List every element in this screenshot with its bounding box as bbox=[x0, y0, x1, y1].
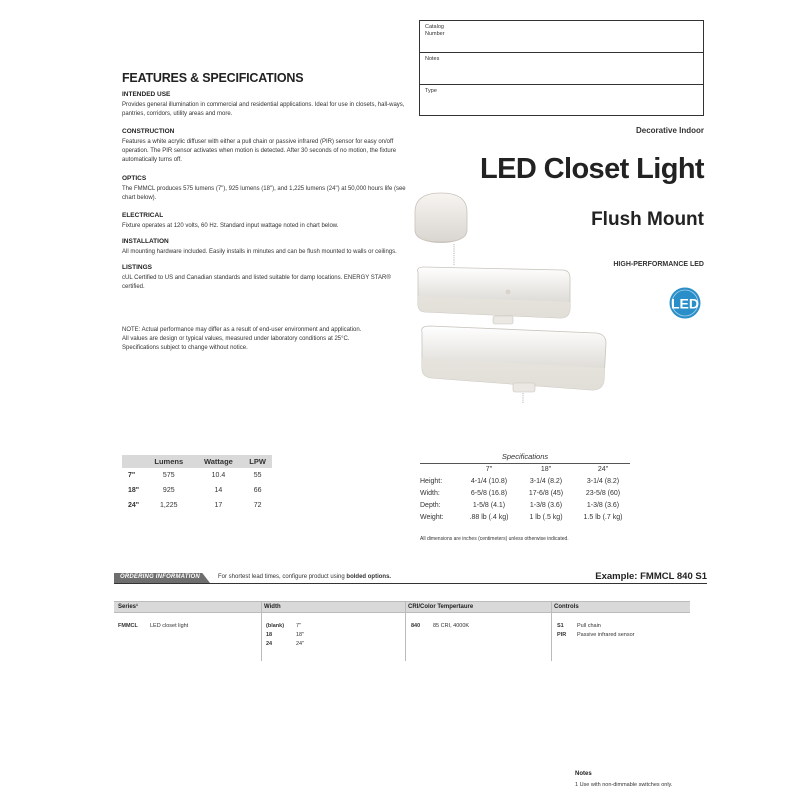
spec-cell: 17-6/8 (45) bbox=[528, 489, 564, 497]
lumens-col-wattage: Wattage bbox=[194, 455, 244, 468]
spec-cell bbox=[418, 463, 460, 475]
spec-cell: Depth: bbox=[420, 501, 441, 509]
table-row bbox=[418, 499, 632, 511]
section-body-intended-use: Provides general illumination in commercial and residential applications. Ideal for use in closets, hall-ways, pantries, corridors, utility areas and more. bbox=[122, 102, 405, 117]
option-code: 18 bbox=[266, 632, 273, 638]
lumens-cell: 10.4 bbox=[211, 472, 226, 479]
option-code: FMMCL bbox=[118, 623, 138, 629]
ordering-info-label: ORDERING INFORMATION bbox=[120, 574, 200, 580]
section-heading-installation: INSTALLATION bbox=[122, 238, 169, 245]
spec-cell: 1 lb (.5 kg) bbox=[529, 513, 563, 521]
section-heading-listings: LISTINGS bbox=[122, 264, 152, 271]
ordering-divider bbox=[405, 601, 406, 661]
section-body-listings: cUL Certified to US and Canadian standards and listed suitable for damp locations. ENERGY STAR® certified. bbox=[122, 275, 391, 290]
spec-cell: .88 lb (.4 kg) bbox=[469, 513, 509, 521]
spec-cell: 23-5/8 (60) bbox=[585, 489, 621, 497]
lumens-cell: 24" bbox=[128, 502, 140, 509]
product-title: LED Closet Light bbox=[479, 153, 704, 185]
option-desc: LED closet light bbox=[150, 623, 189, 629]
catalog-number-field[interactable] bbox=[420, 21, 703, 53]
section-heading-optics: OPTICS bbox=[122, 175, 147, 182]
ordering-header-row bbox=[114, 601, 690, 613]
lumens-cell: 575 bbox=[162, 472, 175, 479]
section-body-construction: Features a white acrylic diffuser with either a pull chain or passive infrared (PIR) sensor for easy on/off operation. The PIR sensor activates when motion is detected. After 30 seconds of no motion, the fixture automatically turns off. bbox=[122, 139, 397, 163]
section-body-optics: The FMMCL produces 575 lumens (7"), 925 lumens (18"), and 1,225 lumens (24") at 50,000 hours life (see chart below). bbox=[122, 186, 406, 201]
lumens-col-lumens: Lumens bbox=[144, 455, 194, 468]
option-code: S1 bbox=[557, 623, 564, 629]
option-desc: 24" bbox=[296, 641, 305, 647]
section-heading-intended-use: INTENDED USE bbox=[122, 91, 171, 98]
product-illustration bbox=[410, 190, 610, 405]
option-desc: Pull chain bbox=[577, 623, 601, 629]
ordering-divider bbox=[551, 601, 552, 661]
spec-cell: 24" bbox=[597, 465, 609, 473]
spec-header-row bbox=[418, 463, 632, 475]
spec-cell: 1-5/8 (4.1) bbox=[472, 501, 506, 509]
ordering-rule bbox=[114, 583, 707, 584]
product-subtitle: Flush Mount bbox=[591, 209, 704, 230]
lumens-cell: 66 bbox=[253, 487, 262, 494]
ordering-example: Example: FMMCL 840 S1 bbox=[595, 571, 707, 582]
spec-cell: 4-1/4 (10.8) bbox=[470, 477, 508, 485]
section-body-electrical: Fixture operates at 120 volts, 60 Hz. Standard input wattage noted in chart below. bbox=[122, 223, 339, 229]
option-desc: 85 CRI, 4000K bbox=[433, 623, 470, 629]
option-code: PIR bbox=[557, 632, 567, 638]
option-desc: 7" bbox=[296, 623, 302, 629]
spec-cell: 1.5 lb (.7 kg) bbox=[583, 513, 623, 521]
type-field[interactable] bbox=[420, 85, 703, 116]
type-label: Type bbox=[425, 88, 437, 94]
performance-note: NOTE: Actual performance may differ as a result of end-user environment and application. All values are design or typical values, measured under laboratory conditions at 25°C. Specifications subject to change without notice. bbox=[122, 327, 362, 351]
table-row bbox=[418, 475, 632, 487]
lumens-cell: 55 bbox=[253, 472, 262, 479]
category-label: Decorative Indoor bbox=[635, 126, 704, 135]
ordering-hint bbox=[218, 574, 391, 580]
lumens-cell: 14 bbox=[214, 487, 223, 494]
lumens-col-size bbox=[122, 455, 144, 468]
ordering-option-controls bbox=[557, 622, 634, 640]
catalog-box bbox=[419, 20, 704, 116]
section-heading-electrical: ELECTRICAL bbox=[122, 212, 164, 219]
ordering-option-cri bbox=[411, 622, 469, 631]
notes-label: Notes bbox=[425, 56, 440, 62]
performance-label: HIGH-PERFORMANCE LED bbox=[613, 261, 704, 268]
section-body-installation: All mounting hardware included. Easily installs in minutes and can be flush mounted to walls or ceilings. bbox=[122, 249, 397, 255]
spec-cell: 1-3/8 (3.6) bbox=[529, 501, 563, 509]
footnote-item: 1 Use with non-dimmable switches only. bbox=[575, 782, 673, 788]
lumens-table-header bbox=[122, 455, 272, 468]
spec-cell: Height: bbox=[420, 477, 443, 485]
section-heading-construction: CONSTRUCTION bbox=[122, 128, 175, 135]
fixture-7-inch bbox=[415, 193, 467, 265]
table-row bbox=[122, 468, 272, 483]
features-title: FEATURES & SPECIFICATIONS bbox=[122, 71, 304, 85]
ordering-hint-bold: bolded options. bbox=[346, 574, 392, 580]
option-desc: Passive infrared sensor bbox=[577, 632, 635, 638]
dimensions-note: All dimensions are inches (centimeters) unless otherwise indicated. bbox=[420, 536, 569, 542]
notes-field[interactable] bbox=[420, 53, 703, 85]
fixture-24-inch bbox=[422, 326, 606, 404]
table-row bbox=[122, 483, 272, 498]
led-logo-text: LED bbox=[671, 295, 699, 312]
spec-cell: 3-1/4 (8.2) bbox=[529, 477, 563, 485]
catalog-number-label: Catalog Number bbox=[425, 24, 445, 37]
ordering-col-width: Width bbox=[264, 604, 281, 610]
table-row bbox=[122, 498, 272, 513]
lumens-col-lpw: LPW bbox=[243, 455, 272, 468]
ordering-col-controls: Controls bbox=[554, 604, 579, 610]
ordering-option-series bbox=[118, 622, 188, 631]
led-logo bbox=[669, 287, 701, 319]
spec-cell: Width: bbox=[420, 489, 440, 497]
option-desc: 18" bbox=[296, 632, 305, 638]
spec-cell: 1-3/8 (3.6) bbox=[586, 501, 620, 509]
option-code: 840 bbox=[411, 623, 421, 629]
ordering-info-bar bbox=[114, 573, 707, 583]
lumens-cell: 17 bbox=[214, 502, 223, 509]
table-row bbox=[418, 511, 632, 523]
lumens-cell: 1,225 bbox=[160, 502, 178, 509]
ordering-divider bbox=[261, 601, 262, 661]
option-code: (blank) bbox=[266, 623, 285, 629]
spec-cell: Weight: bbox=[420, 513, 444, 521]
lumens-cell: 7" bbox=[128, 472, 136, 479]
spec-cell: 18" bbox=[540, 465, 552, 473]
fixture-18-inch bbox=[418, 267, 570, 324]
specifications-title: Specifications bbox=[501, 452, 549, 461]
ordering-col-cri: CRI/Color Tempertaure bbox=[408, 604, 474, 610]
footnotes-title: Notes bbox=[575, 771, 592, 777]
ordering-option-width bbox=[266, 622, 304, 649]
specifications-table bbox=[418, 463, 632, 523]
ordering-col-series: Series¹ bbox=[118, 604, 139, 610]
spec-cell: 3-1/4 (8.2) bbox=[586, 477, 620, 485]
option-code: 24 bbox=[266, 641, 273, 647]
lumens-cell: 18" bbox=[128, 487, 140, 494]
lumens-cell: 72 bbox=[253, 502, 262, 509]
lumens-cell: 925 bbox=[162, 487, 175, 494]
table-row bbox=[418, 487, 632, 499]
lumens-table bbox=[122, 455, 272, 513]
ordering-hint-text: For shortest lead times, configure product using bbox=[218, 574, 347, 580]
spec-cell: 6-5/8 (16.8) bbox=[470, 489, 508, 497]
spec-cell: 7" bbox=[485, 465, 493, 473]
